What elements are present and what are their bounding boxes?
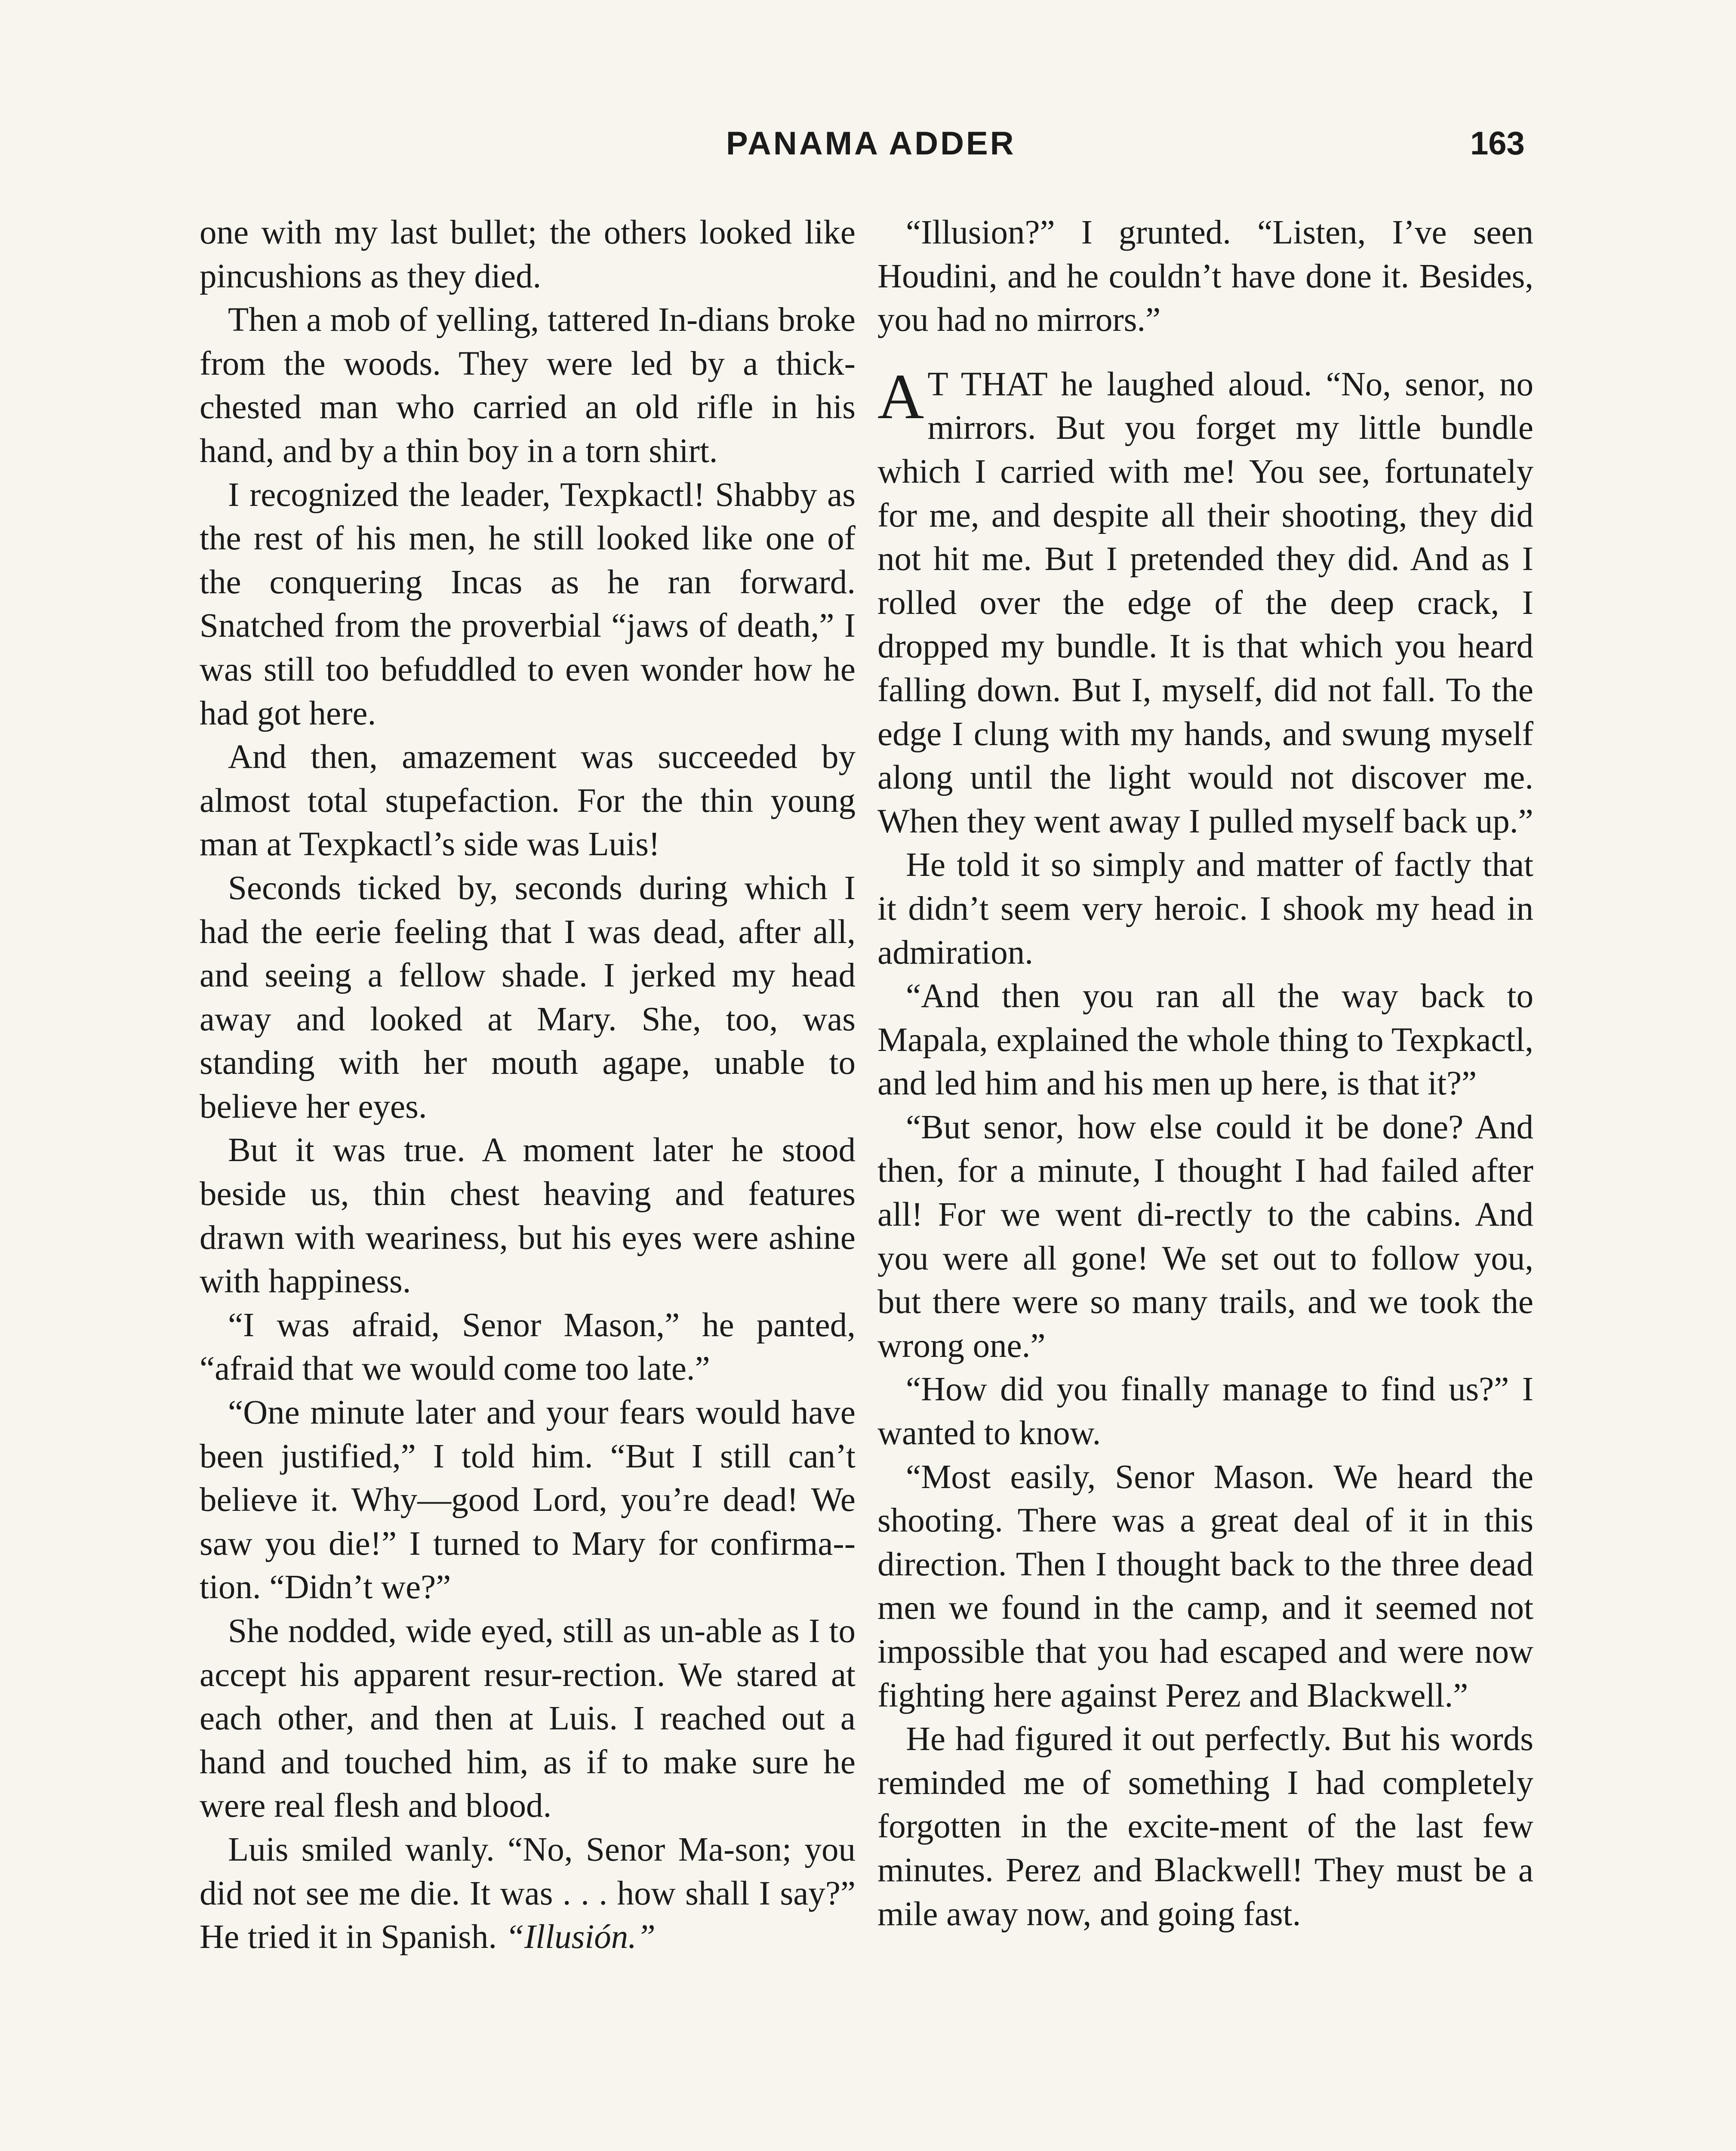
paragraph: “One minute later and your fears would have been justified,” I told him. “But I still can’t believe it. Why—good Lord, you’re dead! We saw you die!” I turned to Mary for confirma-tion. “Didn’t we?” (200, 1394, 856, 1606)
paragraph: “How did you finally manage to find us?” I wanted to know. (877, 1371, 1533, 1452)
paragraph: He had figured it out perfectly. But his words reminded me of something I had completely forgotten in the excite-ment of the last few minutes. Perez and Blackwell! They must be a mile away now, and going fast. (877, 1720, 1533, 1933)
paragraph-text: T THAT he laughed aloud. “No, senor, no mirrors. But you forget my little bundle which I carried with me! You see, fortunately for me, and despite all their shooting, they did not hit me. But I pretended they did. And as I rolled over the edge of the deep crack, I dropped my bundle. It is that which you heard falling down. But I, myself, did not fall. To the edge I clung with my hands, and swung myself along until the light would not discover me. When they went away I pulled myself back up.” (877, 365, 1533, 840)
paragraph (200, 1828, 856, 1959)
paragraph: Seconds ticked by, seconds during which I had the eerie feeling that I was dead, after all, and seeing a fellow shade. I jerked my head away and looked at Mary. She, too, was standing with her mouth agape, unable to believe her eyes. (200, 869, 856, 1125)
italic-text: “Illusión.” (505, 1918, 656, 1956)
paragraph-text: Luis smiled wanly. “No, Senor Ma-son; you did not see me die. It was . . . how shall I say?” He tried it in Spanish. (200, 1831, 856, 1956)
section-paragraph (877, 363, 1533, 844)
right-column (877, 211, 1533, 2151)
paragraph: She nodded, wide eyed, still as un-able as I to accept his apparent resur-rection. We stared at each other, and then at Luis. I reached out a hand and touched him, as if to make sure he were real flesh and blood. (200, 1612, 856, 1825)
paragraph: “But senor, how else could it be done? And then, for a minute, I thought I had failed after all! For we went di-rectly to the cabins. And you were all gone! We set out to follow you, but there were so many trails, and we took the wrong one.” (877, 1108, 1533, 1365)
paragraph: He told it so simply and matter of factly that it didn’t seem very heroic. I shook my head in admiration. (877, 846, 1533, 971)
left-column (200, 211, 856, 2151)
paragraph: “Most easily, Senor Mason. We heard the shooting. There was a great deal of it in this direction. Then I thought back to the three dead men we found in the camp, and it seemed not impossible that you had escaped and were now fighting here against Perez and Blackwell.” (877, 1458, 1533, 1714)
drop-cap: A (877, 361, 924, 432)
running-title: PANAMA ADDER (726, 125, 1016, 162)
paragraph: Then a mob of yelling, tattered In-dians broke from the woods. They were led by a thick-chested man who carried an old rifle in his hand, and by a thin boy in a torn shirt. (200, 301, 856, 470)
paragraph: “Illusion?” I grunted. “Listen, I’ve seen Houdini, and he couldn’t have done it. Besides, you had no mirrors.” (877, 214, 1533, 339)
paragraph: But it was true. A moment later he stood beside us, thin chest heaving and features drawn with weariness, but his eyes were ashine with happiness. (200, 1131, 856, 1300)
paragraph: And then, amazement was succeeded by almost total stupefaction. For the thin young man at Texpkactl’s side was Luis! (200, 738, 856, 863)
paragraph: “And then you ran all the way back to Mapala, explained the whole thing to Texpkactl, and led him and his men up here, is that it?” (877, 977, 1533, 1103)
paragraph: I recognized the leader, Texpkactl! Shabby as the rest of his men, he still looked like one of the conquering Incas as he ran forward. Snatched from the proverbial “jaws of death,” I was still too befuddled to even wonder how he had got here. (200, 476, 856, 732)
paragraph: “I was afraid, Senor Mason,” he panted, “afraid that we would come too late.” (200, 1306, 856, 1388)
paragraph: one with my last bullet; the others looked like pincushions as they died. (200, 214, 856, 295)
page-number: 163 (1470, 125, 1525, 162)
page-header (0, 125, 1736, 172)
